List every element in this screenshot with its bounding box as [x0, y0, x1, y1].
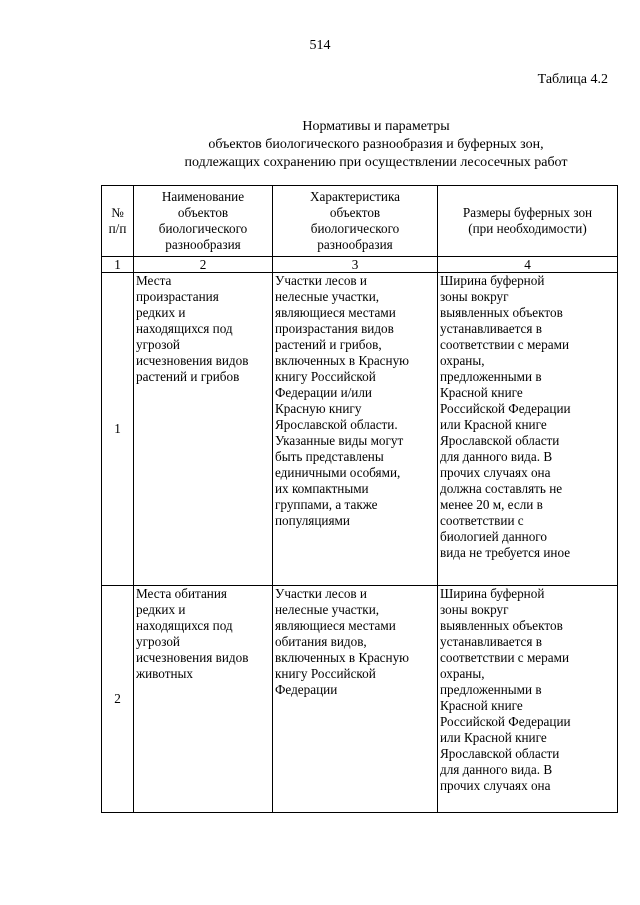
norms-table — [101, 185, 618, 813]
table-caption: Таблица 4.2 — [537, 72, 608, 87]
header-characteristic: Характеристика объектов биологического разнообразия — [273, 186, 438, 257]
buffer-size-cell: Ширина буферной зоны вокруг выявленных объектов устанавливается в соответствии с мерами охраны, предложенными в Красной книге Российской Федерации или Красной книге Ярославской области для данного вида. В прочих случаях она — [438, 586, 618, 813]
column-number: 3 — [273, 257, 438, 273]
title-line: объектов биологического разнообразия и буферных зон, — [208, 137, 544, 152]
document-title — [0, 118, 640, 172]
column-numbering-row — [102, 257, 618, 273]
object-name-cell: Места обитания редких и находящихся под угрозой исчезновения видов животных — [134, 586, 273, 813]
column-number: 2 — [134, 257, 273, 273]
column-number: 1 — [102, 257, 134, 273]
table-row — [102, 586, 618, 813]
characteristic-cell: Участки лесов и нелесные участки, являющиеся местами произрастания видов растений и грибов, включенных в Красную книгу Российской Федерации и/или Красную книгу Ярославской области. Указанные виды могут быть представлены единичными особями, их компактными группами, а также популяциями — [273, 273, 438, 586]
title-line: Нормативы и параметры — [302, 119, 450, 134]
table-row — [102, 273, 618, 586]
characteristic-cell: Участки лесов и нелесные участки, являющиеся местами обитания видов, включенных в Красную книгу Российской Федерации — [273, 586, 438, 813]
header-number: № п/п — [102, 186, 134, 257]
row-number: 1 — [102, 273, 134, 586]
column-number: 4 — [438, 257, 618, 273]
page-number: 514 — [309, 38, 331, 53]
row-number: 2 — [102, 586, 134, 813]
object-name-cell: Места произрастания редких и находящихся под угрозой исчезновения видов растений и грибов — [134, 273, 273, 586]
buffer-size-cell: Ширина буферной зоны вокруг выявленных объектов устанавливается в соответствии с мерами охраны, предложенными в Красной книге Российской Федерации или Красной книге Ярославской области для данного вида. В прочих случаях она должна составлять не менее 20 м, если в соответствии с биологией данного вида не требуется иное — [438, 273, 618, 586]
title-line: подлежащих сохранению при осуществлении лесосечных работ — [184, 155, 568, 170]
header-object-name: Наименование объектов биологического разнообразия — [134, 186, 273, 257]
table-header-row — [102, 186, 618, 257]
header-buffer-size: Размеры буферных зон (при необходимости) — [438, 186, 618, 257]
